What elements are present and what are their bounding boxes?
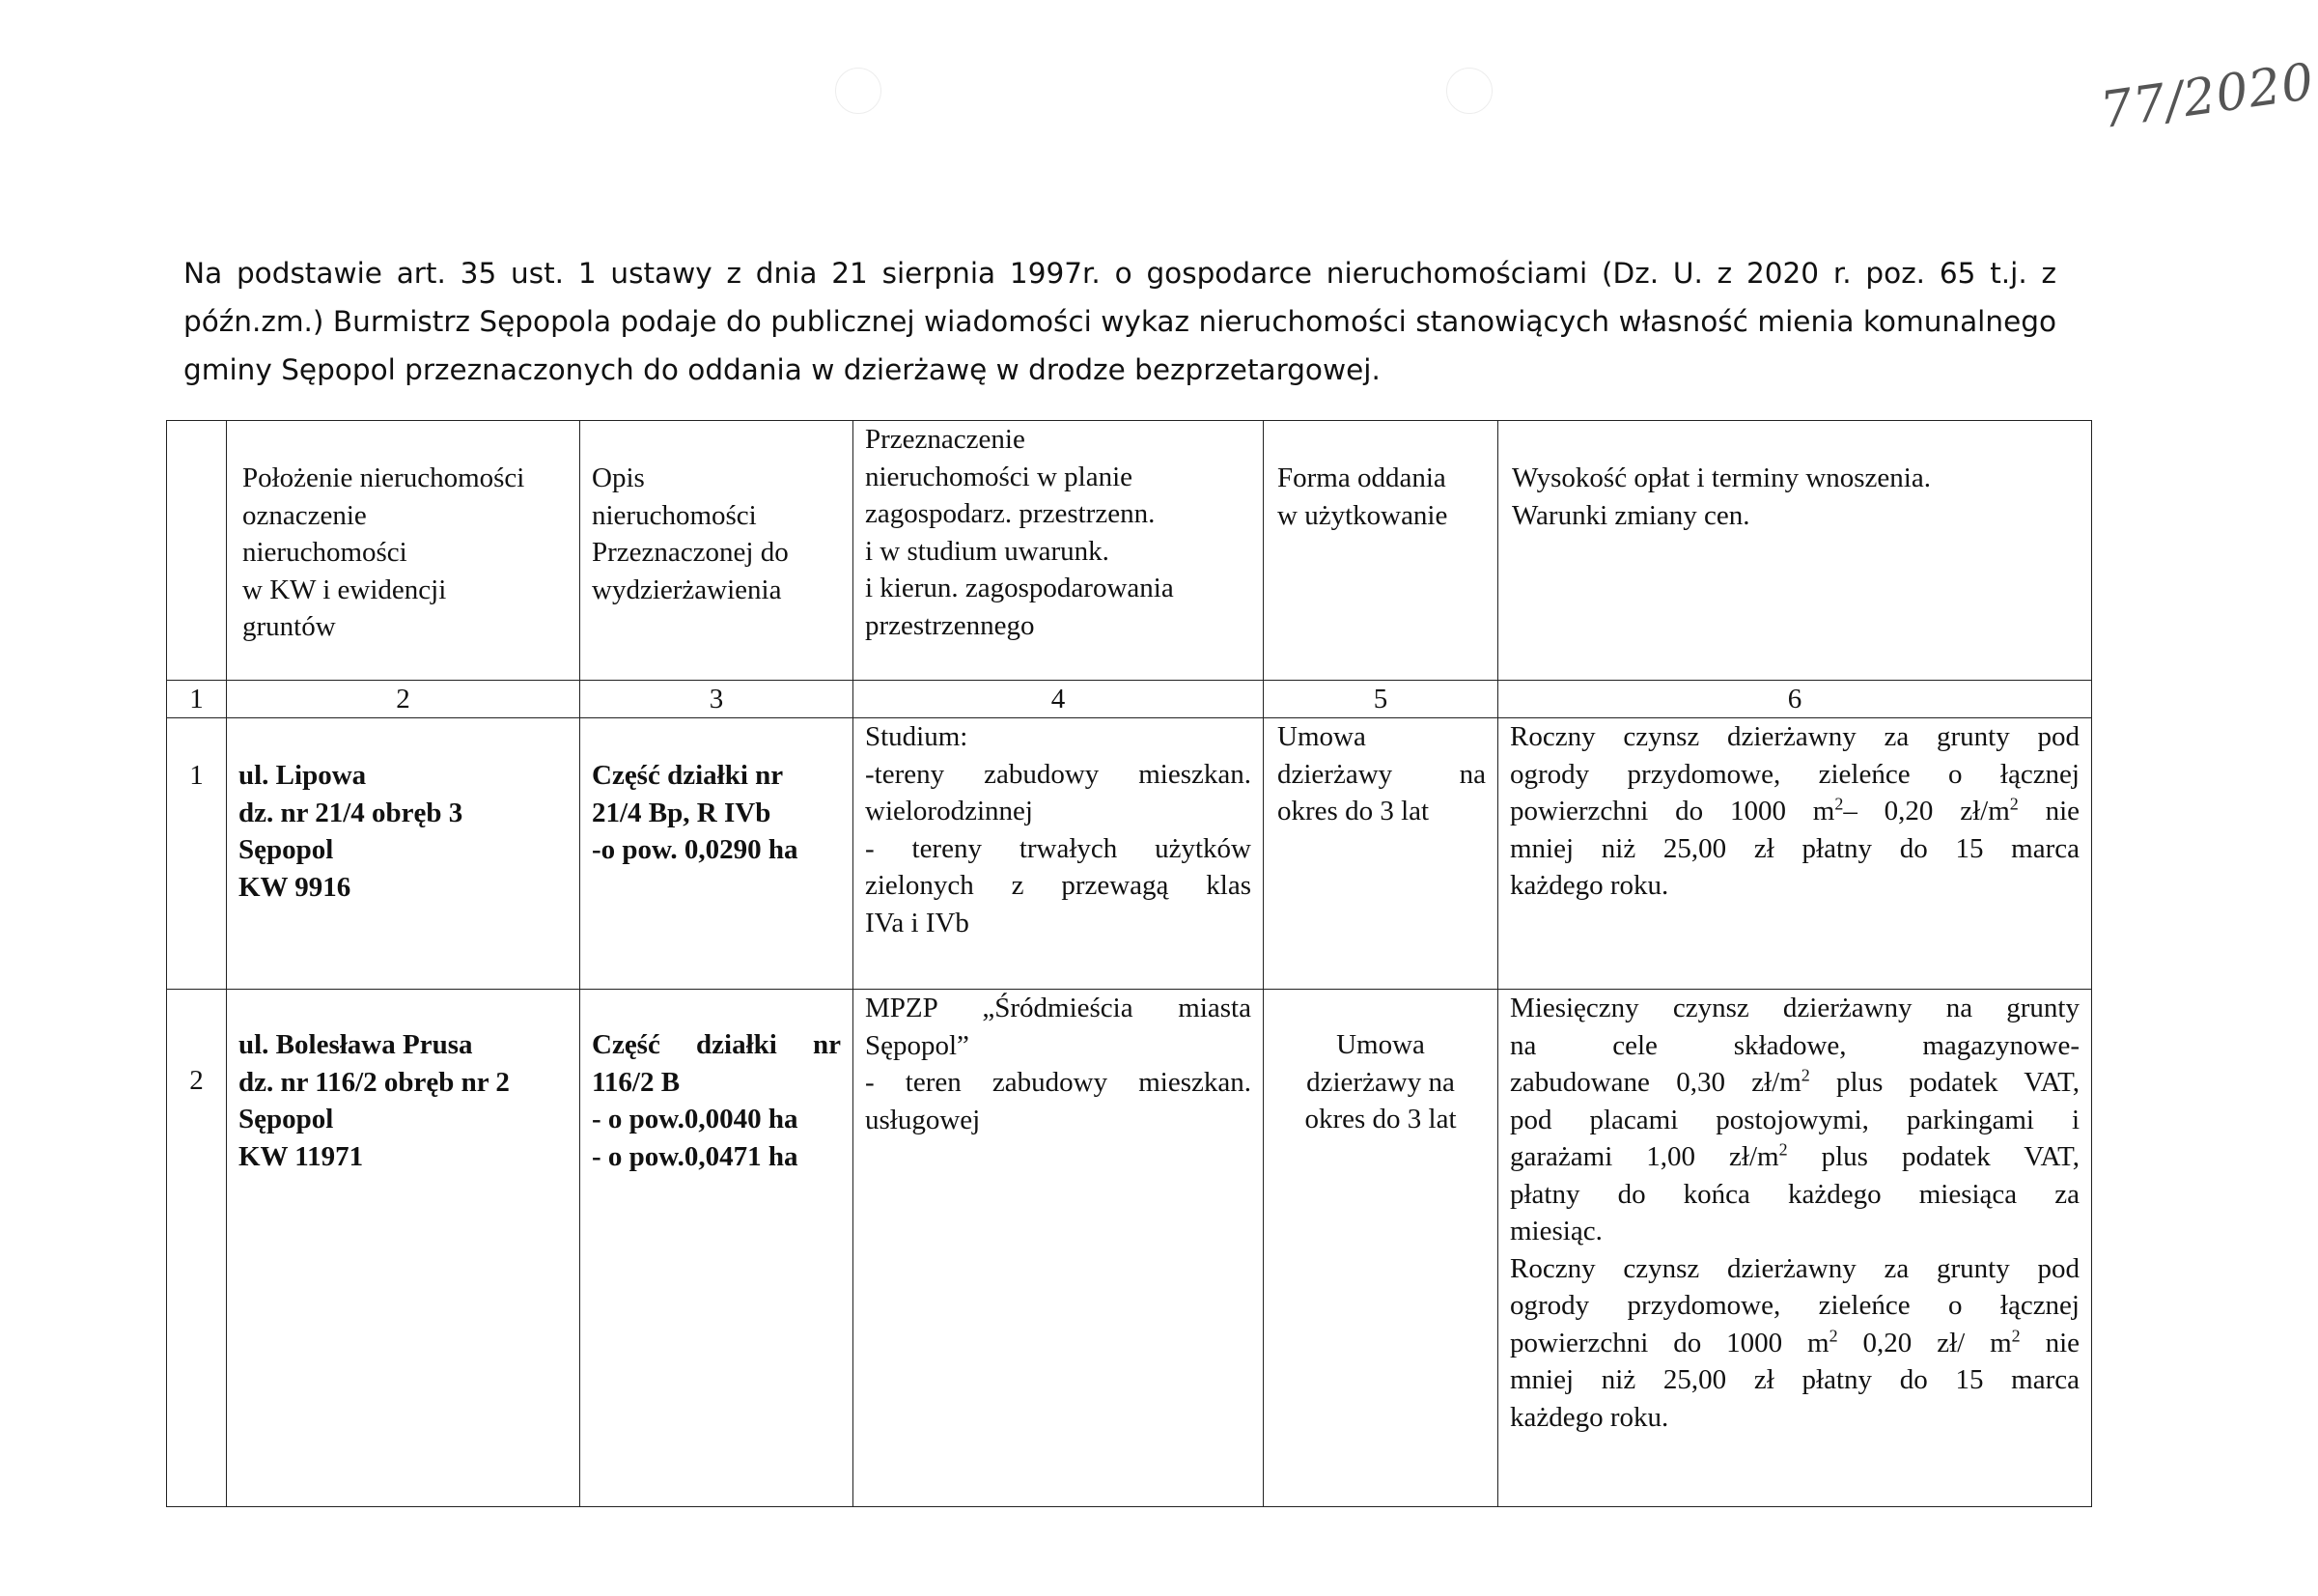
column-number: 6 xyxy=(1498,681,2092,718)
column-number: 1 xyxy=(167,681,227,718)
handwritten-reference-number: 77/2020 xyxy=(2096,52,2318,141)
property-description: Część działki nr 116/2 B - o pow.0,0040 ha - o pow.0,0471 ha xyxy=(580,990,853,1507)
lease-fees: Roczny czynsz dzierżawny za grunty pod ogrody przydomowe, zieleńce o łącznej powierzchni do 1000 $m^2-$ 0,20 $zł/m^2$ nie mniej niż 25,00 zł płatny do 15 marca każdego roku. xyxy=(1498,718,2092,990)
property-location: ul. Bolesława Prusa dz. nr 116/2 obręb nr 2 Sępopol KW 11971 xyxy=(227,990,580,1507)
property-list-table xyxy=(166,420,2092,1507)
column-number: 2 xyxy=(227,681,580,718)
row-number: 2 xyxy=(167,990,227,1507)
table-row xyxy=(167,990,2092,1507)
header-location: Położenie nieruchomości oznaczenie nieruchomości w KW i ewidencji gruntów xyxy=(227,421,580,681)
header-fees: Wysokość opłat i terminy wnoszenia. Warunki zmiany cen. xyxy=(1498,421,2092,681)
lease-form: Umowa dzierżawy na okres do 3 lat xyxy=(1264,718,1498,990)
intro-paragraph: Na podstawie art. 35 ust. 1 ustawy z dnia 21 sierpnia 1997r. o gospodarce nieruchomościami (Dz. U. z 2020 r. poz. 65 t.j. z późn.zm.) Burmistrz Sępopola podaje do publicznej wiadomości wykaz nieruchomości stanowiących własność mienia komunalnego gminy Sępopol przeznaczonych do oddania w dzierżawę w drodze bezprzetargowej. xyxy=(183,257,2056,386)
punch-hole-right xyxy=(1446,68,1493,114)
header-lp xyxy=(167,421,227,681)
table-row xyxy=(167,718,2092,990)
column-number: 4 xyxy=(853,681,1264,718)
header-form: Forma oddania w użytkowanie xyxy=(1264,421,1498,681)
column-number-row xyxy=(167,681,2092,718)
property-description: Część działki nr 21/4 Bp, R IVb -o pow. 0,0290 ha xyxy=(580,718,853,990)
header-plan: Przeznaczenie nieruchomości w planie zagospodarz. przestrzenn. i w studium uwarunk. i kierun. zagospodarowania przestrzennego xyxy=(853,421,1264,681)
property-plan-purpose: Studium: -tereny zabudowy mieszkan. wielorodzinnej - tereny trwałych użytków zielonych z przewagą klas IVa i IVb xyxy=(853,718,1264,990)
lease-form: Umowa dzierżawy na okres do 3 lat xyxy=(1264,990,1498,1507)
property-location: ul. Lipowa dz. nr 21/4 obręb 3 Sępopol KW 9916 xyxy=(227,718,580,990)
property-plan-purpose: MPZP „Śródmieścia miasta Sępopol” - teren zabudowy mieszkan. usługowej xyxy=(853,990,1264,1507)
lease-fees: Miesięczny czynsz dzierżawny na grunty na cele składowe, magazynowe- zabudowane 0,30 $zł/m^2$ plus podatek VAT, pod placami postojowymi, parkingami i garażami 1,00 $zł/m^2$ plus podatek VAT, płatny do końca każdego miesiąca za miesiąc. Roczny czynsz dzierżawny za grunty pod ogrody przydomowe, zieleńce o łącznej powierzchni do 1000 $m^2$ 0,20 zł/ $m^2$ nie mniej niż 25,00 zł płatny do 15 marca każdego roku. xyxy=(1498,990,2092,1507)
table-header-row xyxy=(167,421,2092,681)
column-number: 5 xyxy=(1264,681,1498,718)
column-number: 3 xyxy=(580,681,853,718)
row-number: 1 xyxy=(167,718,227,990)
punch-hole-left xyxy=(835,68,881,114)
header-description: Opis nieruchomości Przeznaczonej do wydzierżawienia xyxy=(580,421,853,681)
